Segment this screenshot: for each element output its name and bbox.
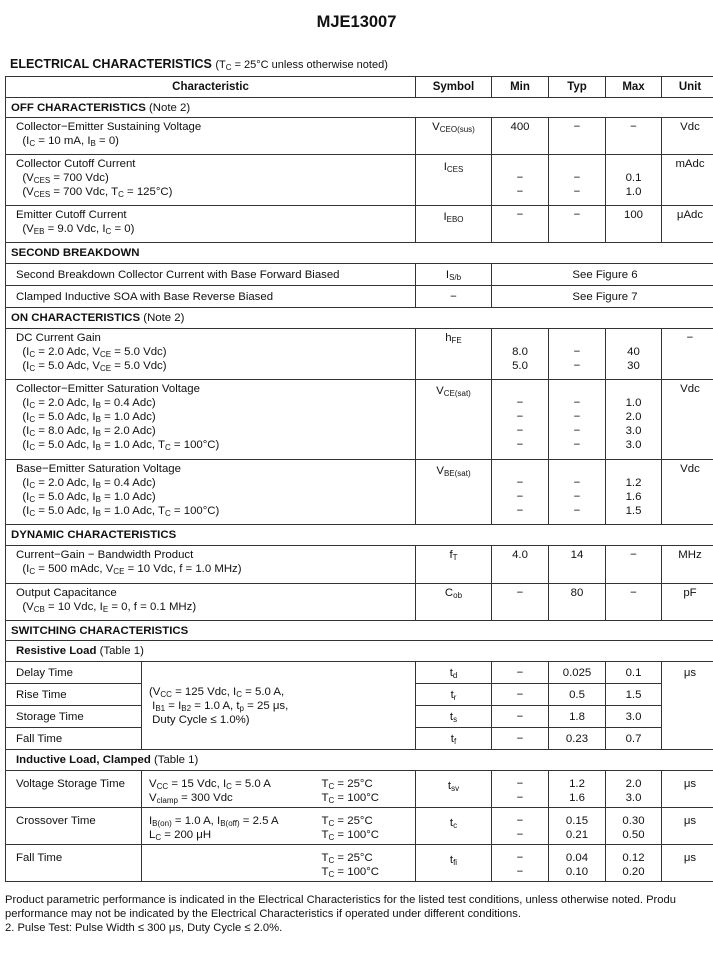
characteristics-table [5,76,713,882]
table-row: Rise Time $t_r$ − 0.5 1.5 [6,684,713,706]
footer-line: performance may not be indicated by the Electrical Characteristics if operated under different conditions. [5,908,521,920]
footer-note-2: 2. Pulse Test: Pulse Width ≤ 300 μs, Duty Cycle ≤ 2.0%. [5,922,283,934]
table-row: Second Breakdown Collector Current with Base Forward Biased $I_{S/b}$ See Figure 6 [6,264,713,286]
table-row: Current−Gain − Bandwidth Product ($I_C = 500$ mAdc, $V_{CE} = 10$ Vdc, f = 1.0 MHz) $f_T$ 4.0 14 − MHz [6,546,713,584]
section-off: OFF CHARACTERISTICS (Note 2) [6,98,713,118]
subsection-resistive-load: Resistive Load (Table 1) [6,641,713,662]
table-row: Base−Emitter Saturation Voltage ($I_C = 2.0$ Adc, $I_B = 0.4$ Adc) ($I_C = 5.0$ Adc, $I_B = 1.0$ Adc) ($I_C = 5.0$ Adc, $I_B = 1.0$ Adc, $T_C = 100^\circ C$) $V_{BE(sat)}$ − − − − − − 1.2 1.6 1.5 Vdc [6,460,713,525]
table-row: Clamped Inductive SOA with Base Reverse Biased − See Figure 7 [6,286,713,308]
table-row: Voltage Storage Time $V_{CC} = 15$ Vdc, $I_C = 5.0$ A $V_{clamp} = 300$ Vdc $T_C = 25^\circ C$ $T_C = 100^\circ C$ $t_{sv}$ − − 1.2 1.6 2.0 3.0 μs [6,771,713,808]
electrical-characteristics-heading: ELECTRICAL CHARACTERISTICS ($T_C = 25^\circ C$ unless otherwise noted) [10,57,388,72]
table-row: Crossover Time $I_{B(on)} = 1.0$ A, $I_{B(off)} = 2.5$ A $L_C = 200$ μH $T_C = 25^\circ C$ $T_C = 100^\circ C$ $t_c$ − − 0.15 0.21 0.30 0.50 μs [6,808,713,845]
header-row [6,77,713,98]
footer-line: Product parametric performance is indicated in the Electrical Characteristics for the listed test conditions, unless otherwise noted. Produ [5,894,676,906]
page-title: MJE13007 [316,13,397,31]
table-row: Delay Time ($V_{CC} = 125$ Vdc, $I_C = 5.0$ A, $I_{B1} = I_{B2} = 1.0$ A, $t_p = 25$ μs, Duty Cycle ≤ 1.0%) $t_d$ − 0.025 0.1 μs [6,662,713,684]
header-typ: Typ [549,77,606,98]
header-min: Min [492,77,549,98]
footer-notes [5,893,713,935]
header-symbol: Symbol [416,77,492,98]
header-max: Max [606,77,662,98]
table-row: Collector Cutoff Current ($V_{CES} = 700$ Vdc) ($V_{CES} = 700$ Vdc, $T_C = 125^\circ C$) $I_{CES}$ − − − − 0.1 1.0 mAdc [6,155,713,206]
section-on: ON CHARACTERISTICS (Note 2) [6,308,713,329]
section-second-breakdown: SECOND BREAKDOWN [6,243,713,264]
table-row: Fall Time $T_C = 25^\circ C$ $T_C = 100^\circ C$ $t_{fi}$ − − 0.04 0.10 0.12 0.20 μs [6,845,713,882]
subsection-inductive-load: Inductive Load, Clamped (Table 1) [6,750,713,771]
header-unit: Unit [662,77,713,98]
table-row: Output Capacitance ($V_{CB} = 10$ Vdc, $I_E = 0$, f = 0.1 MHz) $C_{ob}$ − 80 − pF [6,584,713,621]
section-dynamic: DYNAMIC CHARACTERISTICS [6,525,713,546]
table-row: DC Current Gain ($I_C = 2.0$ Adc, $V_{CE} = 5.0$ Vdc) ($I_C = 5.0$ Adc, $V_{CE} = 5.0$ Vdc) $h_{FE}$ 8.0 5.0 − − 40 30 − [6,329,713,380]
section-switching: SWITCHING CHARACTERISTICS [6,621,713,641]
table-row: Fall Time $t_f$ − 0.23 0.7 [6,728,713,750]
table-row: Collector−Emitter Sustaining Voltage ($I_C = 10$ mA, $I_B = 0$) $V_{CEO(sus)}$ 400 − − Vdc [6,118,713,155]
table-row: Emitter Cutoff Current ($V_{EB} = 9.0$ Vdc, $I_C = 0$) $I_{EBO}$ − − 100 μAdc [6,206,713,243]
table-row: Storage Time $t_s$ − 1.8 3.0 [6,706,713,728]
table-row: Collector−Emitter Saturation Voltage ($I_C = 2.0$ Adc, $I_B = 0.4$ Adc) ($I_C = 5.0$ Adc, $I_B = 1.0$ Adc) ($I_C = 8.0$ Adc, $I_B = 2.0$ Adc) ($I_C = 5.0$ Adc, $I_B = 1.0$ Adc, $T_C = 100^\circ C$) $V_{CE(sat)}$ − − − − − − − − 1.0 2.0 3.0 3.0 Vdc [6,380,713,460]
header-characteristic: Characteristic [6,77,416,98]
